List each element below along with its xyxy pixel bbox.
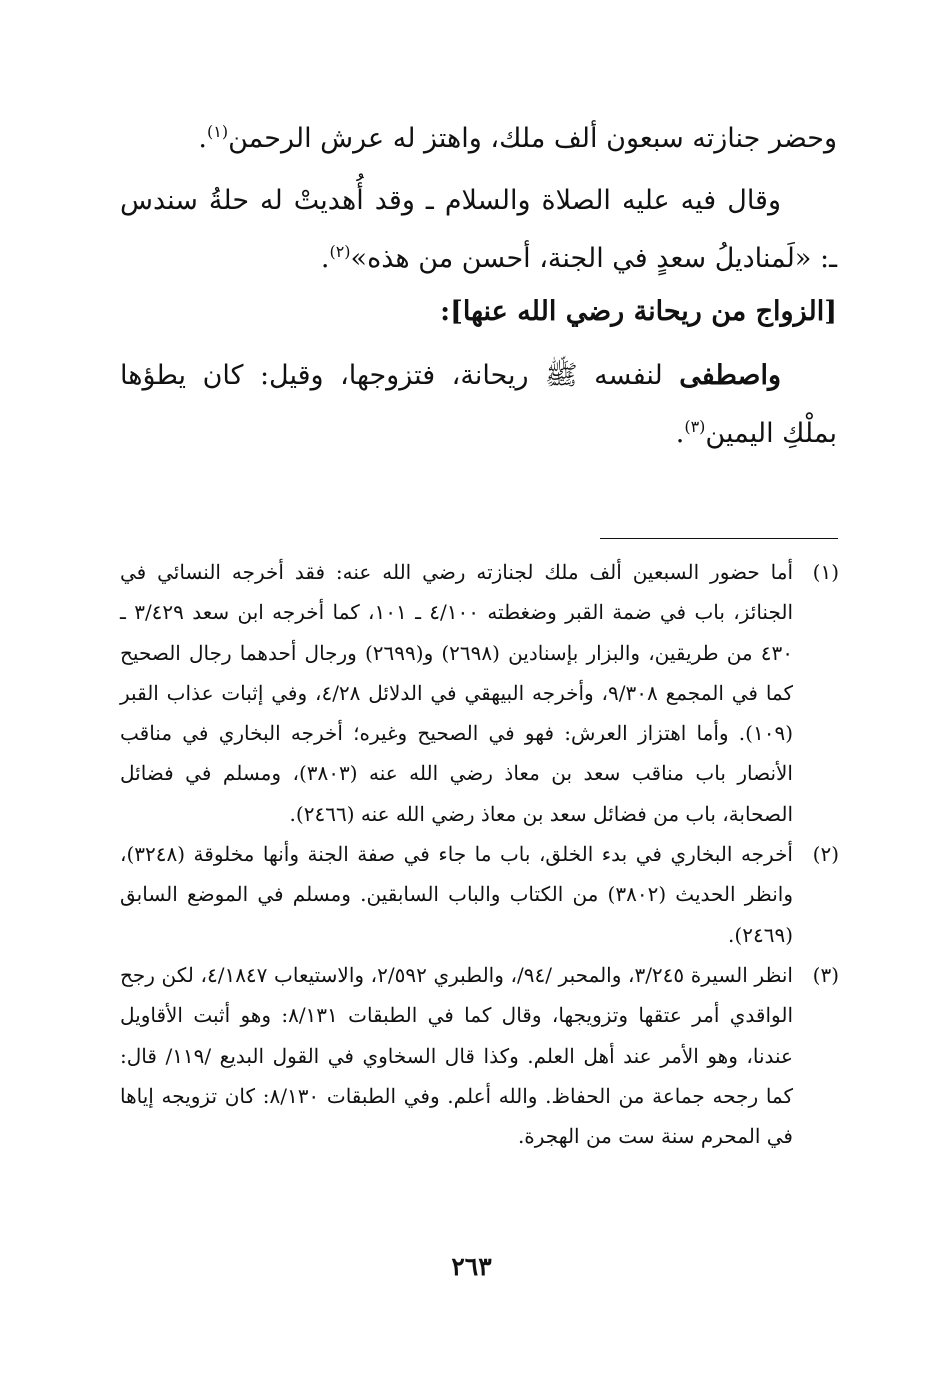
paragraph-end: . xyxy=(675,418,685,449)
paragraph-text: لنفسه ﷺ ريحانة، فتزوجها، وقيل: كان يطؤها بملْكِ اليمين xyxy=(120,360,837,449)
page-number: ٢٦٣ xyxy=(451,1252,492,1281)
paragraph-end: . xyxy=(198,123,208,154)
footnote-reference: (١) xyxy=(207,122,229,141)
footnotes-section xyxy=(120,552,839,1156)
main-paragraph-2 xyxy=(120,172,837,288)
footnote-text: انظر السيرة ٣/٢٤٥، والمحبر /٩٤/، والطبري ٢/٥٩٢، والاستيعاب ٤/١٨٤٧، لكن رجح الواقدي أمر عتقها وتزويجها، وقال كما في الطبقات ٨/١٣١: وهو أثبت الأقاويل عندنا، وهو الأمر عند أهل العلم. وكذا قال السخاوي في القول البديع /١١٩/ قال: كما رجحه جماعة من الحفاظ. والله أعلم. وفي الطبقات ٨/١٣٠: كان تزويجه إياها في المحرم سنة ست من الهجرة. xyxy=(120,962,793,1149)
footnote-number: (٢) xyxy=(812,842,839,867)
main-paragraph-1 xyxy=(120,110,837,168)
footnote-reference: (٣) xyxy=(684,417,706,436)
paragraph-end: . xyxy=(320,243,330,274)
footnote-2 xyxy=(120,834,839,955)
main-paragraph-3 xyxy=(120,347,837,463)
footnote-text: أما حضور السبعين ألف ملك لجنازته رضي الله عنه: فقد أخرجه النسائي في الجنائز، باب في ضمة القبر وضغطته ٤/١٠٠ ـ ١٠١، كما أخرجه ابن سعد ٣/٤٢٩ ـ ٤٣٠ من طريقين، والبزار بإسنادين (٢٦٩٨) و(٢٦٩٩) ورجال أحدهما رجال الصحيح كما في المجمع ٩/٣٠٨، وأخرجه البيهقي في الدلائل ٤/٢٨، وفي إثبات عذاب القبر (١٠٩). وأما اهتزاز العرش: فهو في الصحيح وغيره؛ أخرجه البخاري في مناقب الأنصار باب مناقب سعد بن معاذ رضي الله عنه (٣٨٠٣)، ومسلم في فضائل الصحابة، باب من فضائل سعد بن معاذ رضي الله عنه (٢٤٦٦). xyxy=(120,560,794,826)
paragraph-text: وقال فيه عليه الصلاة والسلام ـ وقد أُهديتْ له حلةُ سندس ـ: «لَمناديلُ سعدٍ في الجنة، أحسن من هذه» xyxy=(120,185,837,274)
footnote-number: (١) xyxy=(812,560,839,584)
paragraph-text: وحضر جنازته سبعون ألف ملك، واهتز له عرش الرحمن xyxy=(228,123,837,154)
footnote-1 xyxy=(120,552,839,834)
footnote-number: (٣) xyxy=(812,962,839,987)
footnote-3 xyxy=(120,955,839,1156)
footnote-text: أخرجه البخاري في بدء الخلق، باب ما جاء في صفة الجنة وأنها مخلوقة (٣٢٤٨)، وانظر الحديث (٣٨٠٢) من الكتاب والباب السابقين. ومسلم في الموضع السابق (٢٤٦٩). xyxy=(120,842,793,947)
section-heading: [الزواج من ريحانة رضي الله عنها]: xyxy=(440,296,837,327)
footnote-separator xyxy=(600,538,838,539)
paragraph-lead-word: واصطفى xyxy=(679,360,781,391)
footnote-reference: (٢) xyxy=(329,242,351,261)
